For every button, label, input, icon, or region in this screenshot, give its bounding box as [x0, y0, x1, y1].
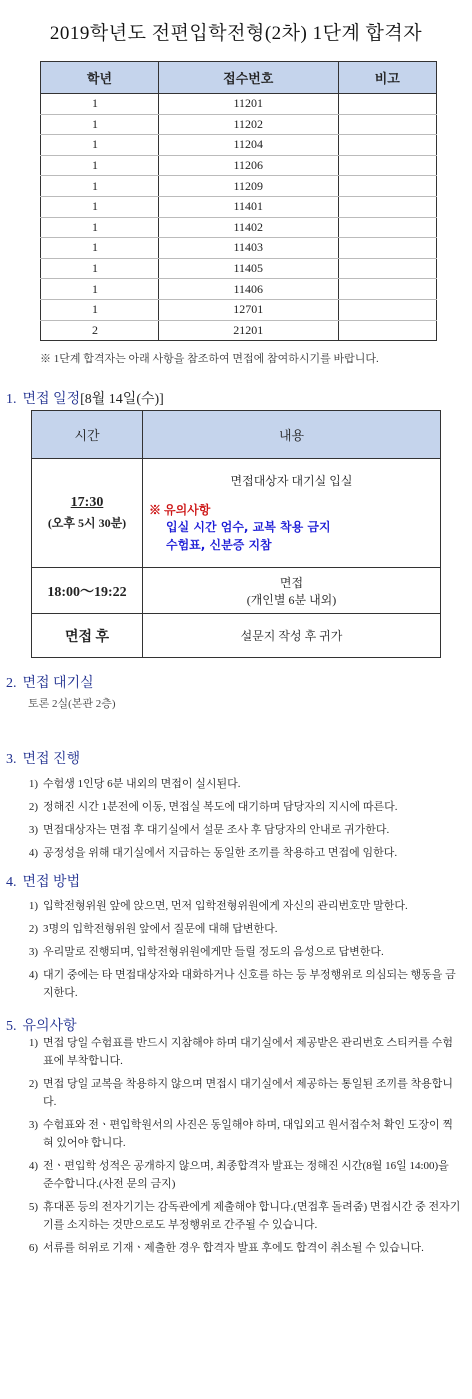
cell-remarks: [338, 238, 437, 259]
cell-receipt-number: 11209: [158, 176, 338, 197]
section-4-heading: [6, 871, 80, 891]
list-item-text: 대기 중에는 타 면접대상자와 대화하거나 신호를 하는 등 부정행위로 의심되는 행동을 금지한다.: [43, 969, 456, 999]
procedure-list: [16, 775, 461, 867]
list-item-number: 6): [28, 1242, 38, 1254]
list-item-number: 1): [28, 900, 38, 912]
list-item-number: 4): [28, 847, 38, 859]
header-remarks: 비고: [338, 62, 437, 94]
schedule-row: [32, 614, 441, 658]
cell-receipt-number: 11206: [158, 155, 338, 176]
list-item: [16, 775, 461, 793]
entry-time: 17:30: [70, 495, 104, 510]
cell-receipt-number: 11402: [158, 217, 338, 238]
table-row: [41, 94, 437, 115]
header-time: 시간: [32, 411, 143, 459]
cell-remarks: [338, 258, 437, 279]
interview-label: 면접: [279, 575, 304, 590]
table-row: [41, 114, 437, 135]
list-item-number: 4): [28, 969, 38, 981]
list-item-text: 휴대폰 등의 전자기기는 감독관에게 제출해야 합니다.(면접후 돌려줌) 면접시간 중 전자기기를 소지하는 것만으로도 부정행위로 간주될 수 있습니다.: [43, 1201, 461, 1231]
section-5-heading: [6, 1015, 77, 1035]
section-title: 면접 대기실: [22, 676, 94, 691]
list-item-number: 2): [28, 923, 38, 935]
cell-remarks: [338, 279, 437, 300]
section-title: 면접 진행: [22, 752, 81, 767]
cell-receipt-number: 21201: [158, 320, 338, 341]
cell-grade: 2: [41, 320, 159, 341]
section-3-heading: [6, 748, 80, 768]
list-item-text: 정해진 시간 1분전에 이동, 면접실 복도에 대기하며 담당자의 지시에 따른다.: [43, 801, 398, 813]
list-item-text: 면접대상자는 면접 후 대기실에서 설문 조사 후 담당자의 안내로 귀가한다.: [43, 824, 390, 836]
table-row: [41, 176, 437, 197]
cell-remarks: [338, 135, 437, 156]
list-item-text: 면접 당일 교복을 착용하지 않으며 면접시 대기실에서 제공하는 통일된 조끼를 착용합니다.: [43, 1078, 454, 1108]
cell-grade: 1: [41, 196, 159, 217]
list-item: [16, 943, 461, 961]
section-number: 4.: [6, 875, 17, 890]
list-item-number: 1): [28, 1037, 38, 1049]
list-item: [16, 844, 461, 862]
list-item: [16, 1239, 461, 1257]
entry-content: 면접대상자 대기실 입실: [230, 474, 353, 488]
list-item: [16, 1198, 461, 1234]
caution-line: 수험표, 신분증 지참: [166, 538, 272, 552]
cell-grade: 1: [41, 299, 159, 320]
caution-label: ※ 유의사항: [149, 503, 211, 517]
section-number: 1.: [6, 392, 17, 407]
cell-grade: 1: [41, 114, 159, 135]
cell-receipt-number: 11202: [158, 114, 338, 135]
table-row: [41, 196, 437, 217]
interview-date: [8월 14일(수)]: [80, 392, 164, 407]
cell-receipt-number: 11406: [158, 279, 338, 300]
schedule-table: [31, 410, 441, 658]
header-receipt-number: 접수번호: [158, 62, 338, 94]
list-item: [16, 1116, 461, 1152]
list-item-number: 2): [28, 801, 38, 813]
cell-receipt-number: 11405: [158, 258, 338, 279]
list-item: [16, 897, 461, 915]
list-item-text: 면접 당일 수험표를 반드시 지참해야 하며 대기실에서 제공받은 관리번호 스티커를 수험표에 부착합니다.: [43, 1037, 454, 1067]
list-item-number: 5): [28, 1201, 38, 1213]
caution-line: 입실 시간 엄수, 교복 착용 금지: [166, 520, 331, 534]
cell-grade: 1: [41, 217, 159, 238]
interview-duration: (개인별 6분 내외): [246, 592, 337, 607]
table-row: [41, 135, 437, 156]
list-item: [16, 1075, 461, 1111]
list-item-number: 3): [28, 946, 38, 958]
section-number: 2.: [6, 676, 17, 691]
section-1-heading: [6, 388, 164, 408]
list-item: [16, 1034, 461, 1070]
section-title: 면접 일정: [22, 392, 81, 407]
header-grade: 학년: [41, 62, 159, 94]
cell-remarks: [338, 114, 437, 135]
method-list: [16, 897, 461, 1007]
cell-receipt-number: 11201: [158, 94, 338, 115]
cell-grade: 1: [41, 279, 159, 300]
schedule-row: [32, 568, 441, 614]
cell-remarks: [338, 196, 437, 217]
cell-receipt-number: 11403: [158, 238, 338, 259]
list-item: [16, 966, 461, 1002]
list-item: [16, 920, 461, 938]
after-interview-content: 설문지 작성 후 귀가: [143, 614, 441, 658]
list-item-text: 3명의 입학전형위원 앞에서 질문에 대해 답변한다.: [43, 923, 278, 935]
table-row: [41, 238, 437, 259]
section-title: 면접 방법: [22, 875, 81, 890]
table-row: [41, 155, 437, 176]
admission-table: [40, 61, 437, 341]
section-number: 3.: [6, 752, 17, 767]
precautions-list: [16, 1034, 461, 1262]
after-interview: 면접 후: [32, 614, 143, 658]
list-item-number: 4): [28, 1160, 38, 1172]
cell-receipt-number: 11204: [158, 135, 338, 156]
list-item-text: 전ㆍ편입학 성적은 공개하지 않으며, 최종합격자 발표는 정해진 시간(8월 16일 14:00)을 준수합니다.(사전 문의 금지): [43, 1160, 449, 1190]
list-item-text: 공정성을 위해 대기실에서 지급하는 동일한 조끼를 착용하고 면접에 임한다.: [43, 847, 398, 859]
table-row: [41, 279, 437, 300]
list-item-text: 수험표와 전ㆍ편입학원서의 사진은 동일해야 하며, 대입외고 원서접수처 확인 도장이 찍혀 있어야 합니다.: [43, 1119, 454, 1149]
list-item-number: 3): [28, 824, 38, 836]
admission-note: ※ 1단계 합격자는 아래 사항을 참조하여 면접에 참여하시기를 바랍니다.: [40, 353, 379, 365]
list-item: [16, 1157, 461, 1193]
list-item-number: 1): [28, 778, 38, 790]
list-item: [16, 798, 461, 816]
waiting-room: 토론 2실(본관 2층): [28, 698, 116, 710]
list-item-text: 서류를 허위로 기재ㆍ제출한 경우 합격자 발표 후에도 합격이 취소될 수 있습니다.: [43, 1242, 424, 1254]
table-header-row: [41, 62, 437, 94]
interview-time: 18:00～19:22: [32, 568, 143, 614]
list-item-text: 입학전형위원 앞에 앉으면, 먼저 입학전형위원에게 자신의 관리번호만 말한다.: [43, 900, 408, 912]
cell-remarks: [338, 217, 437, 238]
cell-receipt-number: 11401: [158, 196, 338, 217]
table-row: [41, 299, 437, 320]
entry-time-sub: (오후 5시 30분): [47, 516, 127, 530]
header-content: 내용: [143, 411, 441, 459]
list-item-number: 3): [28, 1119, 38, 1131]
section-number: 5.: [6, 1019, 17, 1034]
cell-grade: 1: [41, 258, 159, 279]
cell-grade: 1: [41, 238, 159, 259]
cell-remarks: [338, 320, 437, 341]
table-row: [41, 217, 437, 238]
section-2-heading: [6, 672, 94, 692]
cell-grade: 1: [41, 176, 159, 197]
cell-grade: 1: [41, 155, 159, 176]
table-row: [41, 258, 437, 279]
list-item: [16, 821, 461, 839]
page-title: 2019학년도 전편입학전형(2차) 1단계 합격자: [49, 23, 423, 44]
list-item-text: 수험생 1인당 6분 내외의 면접이 실시된다.: [43, 778, 241, 790]
cell-remarks: [338, 155, 437, 176]
cell-remarks: [338, 176, 437, 197]
section-title: 유의사항: [22, 1019, 77, 1034]
table-row: [41, 320, 437, 341]
cell-grade: 1: [41, 94, 159, 115]
list-item-number: 2): [28, 1078, 38, 1090]
list-item-text: 우리말로 진행되며, 입학전형위원에게만 들릴 정도의 음성으로 답변한다.: [43, 946, 384, 958]
cell-remarks: [338, 299, 437, 320]
schedule-row: [32, 459, 441, 568]
cell-grade: 1: [41, 135, 159, 156]
cell-receipt-number: 12701: [158, 299, 338, 320]
cell-remarks: [338, 94, 437, 115]
